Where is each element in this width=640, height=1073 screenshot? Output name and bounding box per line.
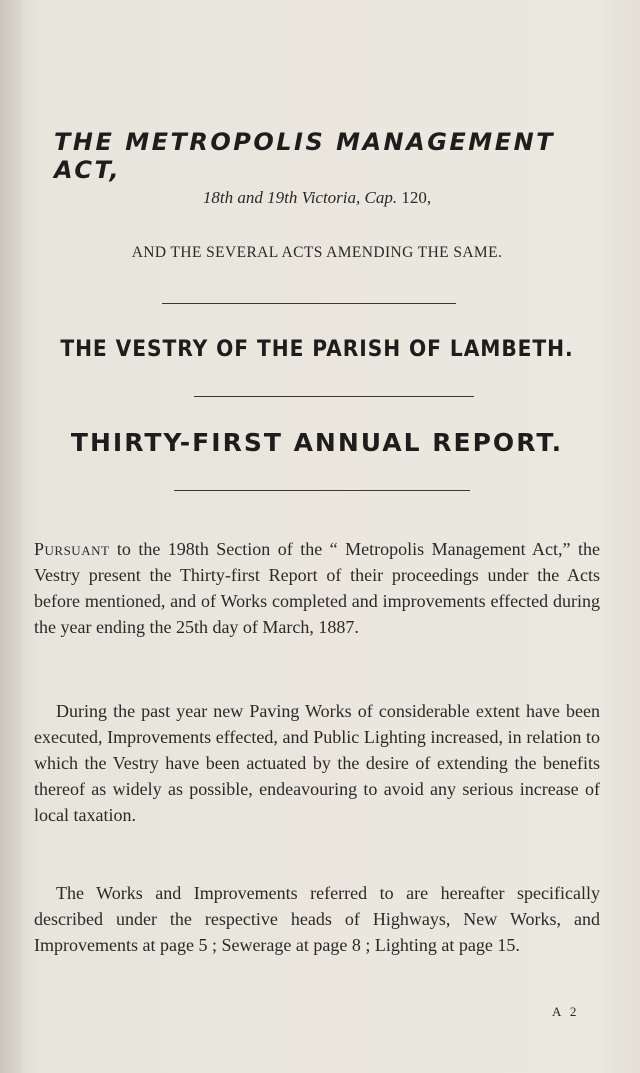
vestry-title: THE VESTRY OF THE PARISH OF LAMBETH.	[60, 337, 574, 362]
signature-mark: A 2	[552, 1004, 580, 1019]
act-citation	[34, 188, 600, 208]
binding-gutter	[0, 0, 22, 1073]
paragraph-text: to the 198th Section of the “ Metropolis Management Act,” the Vestry present the Thirty-first Report of their proceedings under the Acts before mentioned, and of Works completed and improvements effected during the year ending the 25th day of March, 1887.	[34, 539, 600, 637]
divider-rule	[174, 490, 470, 491]
act-citation-prefix: 18th and 19th Victoria, Cap.	[202, 188, 398, 207]
paragraph-pursuant	[34, 536, 600, 640]
divider-rule	[162, 303, 456, 304]
act-citation-chapter: 120,	[401, 188, 432, 207]
divider-rule	[194, 396, 474, 397]
paragraph-works-references: The Works and Improvements referred to are hereafter specifically described under the respective heads of Highways, New Works, and Improvements at page 5 ; Sewerage at page 8 ; Lighting at page 15.	[34, 883, 600, 955]
amending-acts-line: AND THE SEVERAL ACTS AMENDING THE SAME.	[131, 244, 503, 261]
act-title: THE METROPOLIS MANAGEMENT ACT,	[54, 128, 556, 184]
report-title: THIRTY-FIRST ANNUAL REPORT.	[70, 428, 564, 457]
paragraph-paving-works: During the past year new Paving Works of considerable extent have been executed, Improvements effected, and Public Lighting increased, in relation to which the Vestry have been actuated by the desire of extending the benefits thereof as widely as possible, endeavouring to avoid any serious increase of local taxation.	[34, 701, 600, 825]
paragraph-lead-word: Pursuant	[34, 539, 110, 559]
